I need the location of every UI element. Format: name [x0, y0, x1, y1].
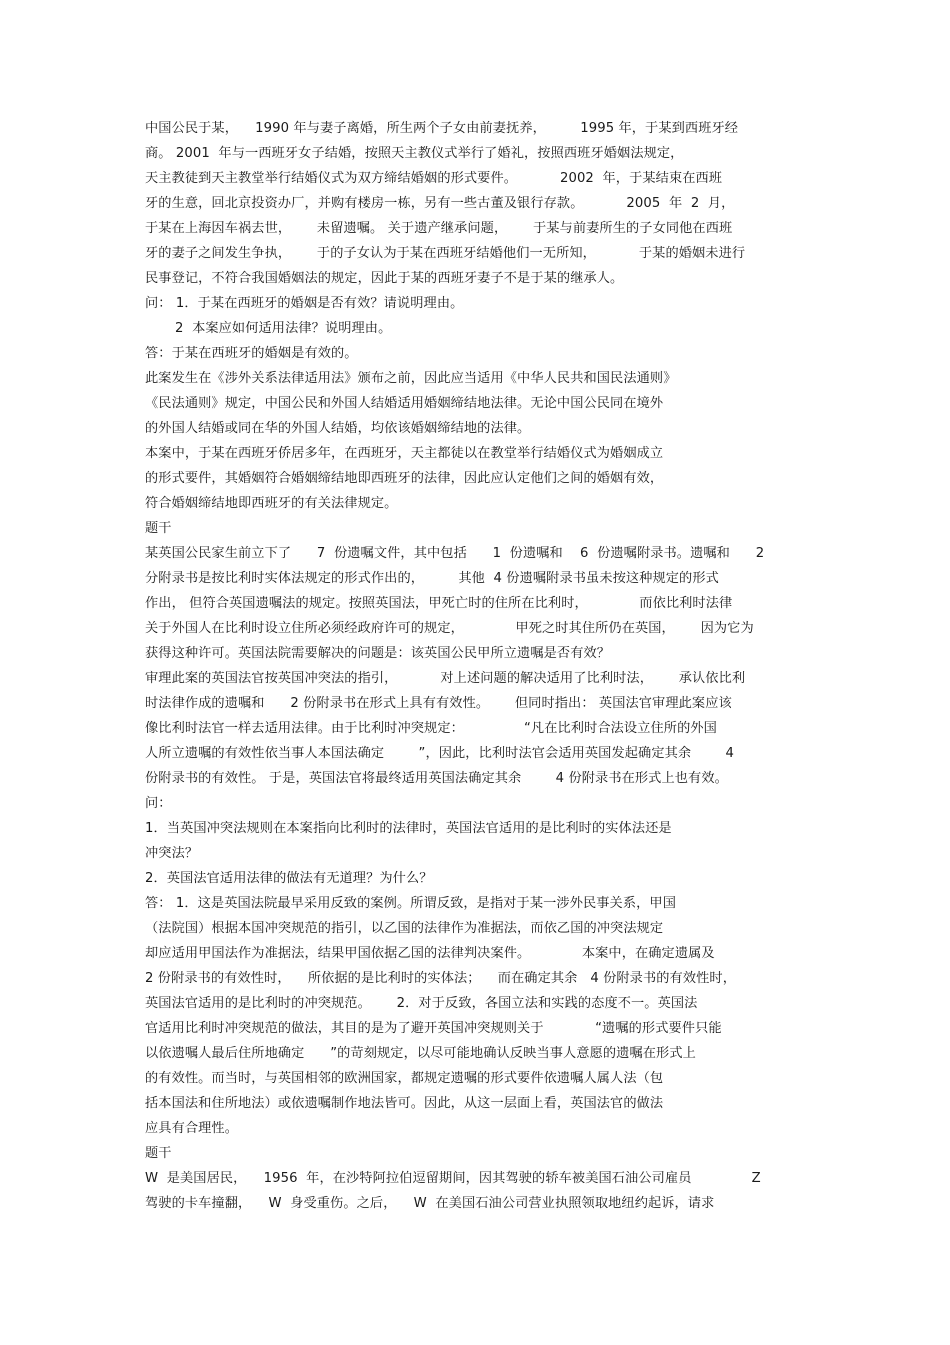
question-line: 问： — [145, 796, 172, 811]
text-line: 的外国人结婚或同在华的外国人结婚，均依该婚姻缔结地的法律。 — [145, 421, 531, 436]
text-line: 驾驶的卡车撞翻， W 身受重伤。之后， W 在美国石油公司营业执照领取地纽约起诉，请求 — [145, 1196, 715, 1211]
text-line: 关于外国人在比利时设立住所必须经政府许可的规定， 甲死之时其住所仍在英国， 因为它为 — [145, 621, 754, 636]
text-line: 此案发生在《涉外关系法律适用法》颁布之前，因此应当适用《中华人民共和国民法通则》 — [145, 371, 677, 386]
text-line: 括本国法和住所地法）或依遗嘱制作地法皆可。因此，从这一层面上看，英国法官的做法 — [145, 1096, 664, 1111]
text-line: 审理此案的英国法官按英国冲突法的指引， 对上述问题的解决适用了比利时法， 承认依比利 — [145, 671, 746, 686]
text-line: 却应适用甲国法作为准据法，结果甲国依据乙国的法律判决案件。 本案中，在确定遗属及 — [145, 946, 715, 961]
text-line: 像比利时法官一样去适用法律。由于比利时冲突规定： “凡在比利时合法设立住所的外国 — [145, 721, 717, 736]
text-line: 天主教徒到天主教堂举行结婚仪式为双方缔结婚姻的形式要件。 2002 年，于某结束在西班 — [145, 171, 723, 186]
text-line: 《民法通则》规定，中国公民和外国人结婚适用婚姻缔结地法律。无论中国公民同在境外 — [145, 396, 664, 411]
answer-line: 答：于某在西班牙的婚姻是有效的。 — [145, 346, 358, 361]
section-heading: 题干 — [145, 1146, 172, 1161]
text-line: 人所立遗嘱的有效性依当事人本国法确定 ”，因此，比利时法官会适用英国发起确定其余 4 — [145, 746, 735, 761]
text-line: 官适用比利时冲突规范的做法，其目的是为了避开英国冲突规则关于 “遗嘱的形式要件只能 — [145, 1021, 722, 1036]
text-line: W 是美国居民， 1956 年，在沙特阿拉伯逗留期间，因其驾驶的轿车被美国石油公司雇员 Z — [145, 1171, 761, 1186]
question-line: 2．英国法官适用法律的做法有无道理？为什么？ — [145, 871, 433, 886]
text-line: 符合婚姻缔结地即西班牙的有关法律规定。 — [145, 496, 398, 511]
question-line: 问： 1．于某在西班牙的婚姻是否有效？请说明理由。 — [145, 296, 464, 311]
text-line: 分附录书是按比利时实体法规定的形式作出的， 其他 4 份遗嘱附录书虽未按这种规定的形式 — [145, 571, 719, 586]
question-line: 1．当英国冲突法规则在本案指向比利时的法律时，英国法官适用的是比利时的实体法还是 — [145, 821, 672, 836]
text-line: 于某在上海因车祸去世， 未留遗嘱。 关于遗产继承问题， 于某与前妻所生的子女同他在西班 — [145, 221, 733, 236]
text-line: 牙的妻子之间发生争执， 于的子女认为于某在西班牙结婚他们一无所知， 于某的婚姻未进行 — [145, 246, 746, 261]
text-line: 民事登记，不符合我国婚姻法的规定，因此于某的西班牙妻子不是于某的继承人。 — [145, 271, 624, 286]
text-line: 中国公民于某， 1990 年与妻子离婚，所生两个子女由前妻抚养， 1995 年，于某到西班牙经 — [145, 121, 739, 136]
text-line: 时法律作成的遗嘱和 2 份附录书在形式上具有有效性。 但同时指出： 英国法官审理此案应该 — [145, 696, 732, 711]
text-line: 份附录书的有效性。 于是，英国法官将最终适用英国法确定其余 4 份附录书在形式上也有效。 — [145, 771, 728, 786]
text-line: 牙的生意，回北京投资办厂，并购有楼房一栋，另有一些古董及银行存款。 2005 年 2 月， — [145, 196, 735, 211]
answer-line: 答： 1．这是英国法院最早采用反致的案例。所谓反致，是指对于某一涉外民事关系，甲国 — [145, 896, 676, 911]
section-heading: 题干 — [145, 521, 172, 536]
text-line: 的有效性。而当时，与英国相邻的欧洲国家，都规定遗嘱的形式要件依遗嘱人属人法（包 — [145, 1071, 664, 1086]
text-line: 本案中，于某在西班牙侨居多年，在西班牙，天主都徒以在教堂举行结婚仪式为婚姻成立 — [145, 446, 664, 461]
text-line: 某英国公民家生前立下了 7 份遗嘱文件，其中包括 1 份遗嘱和 6 份遗嘱附录书。遗嘱和 2 — [145, 546, 765, 561]
question-line: 2 本案应如何适用法律？说明理由。 — [175, 321, 392, 336]
text-line: 英国法官适用的是比利时的冲突规范。 2．对于反致，各国立法和实践的态度不一。英国法 — [145, 996, 698, 1011]
text-line: 获得这种许可。英国法院需要解决的问题是：该英国公民甲所立遗嘱是否有效？ — [145, 646, 611, 661]
text-line: 2 份附录书的有效性时， 所依据的是比利时的实体法； 而在确定其余 4 份附录书的有效性时， — [145, 971, 736, 986]
question-line: 冲突法？ — [145, 846, 199, 861]
text-line: 的形式要件，其婚姻符合婚姻缔结地即西班牙的法律，因此应认定他们之间的婚姻有效， — [145, 471, 664, 486]
text-line: 以依遗嘱人最后住所地确定 ”的苛刻规定，以尽可能地确认反映当事人意愿的遗嘱在形式上 — [145, 1046, 696, 1061]
text-line: （法院国）根据本国冲突规范的指引，以乙国的法律作为准据法，而依乙国的冲突法规定 — [145, 921, 664, 936]
text-line: 商。 2001 年与一西班牙女子结婚，按照天主教仪式举行了婚礼，按照西班牙婚姻法规定， — [145, 146, 684, 161]
text-line: 作出， 但符合英国遗嘱法的规定。按照英国法，甲死亡时的住所在比利时， 而依比利时法律 — [145, 596, 733, 611]
text-line: 应具有合理性。 — [145, 1121, 239, 1136]
